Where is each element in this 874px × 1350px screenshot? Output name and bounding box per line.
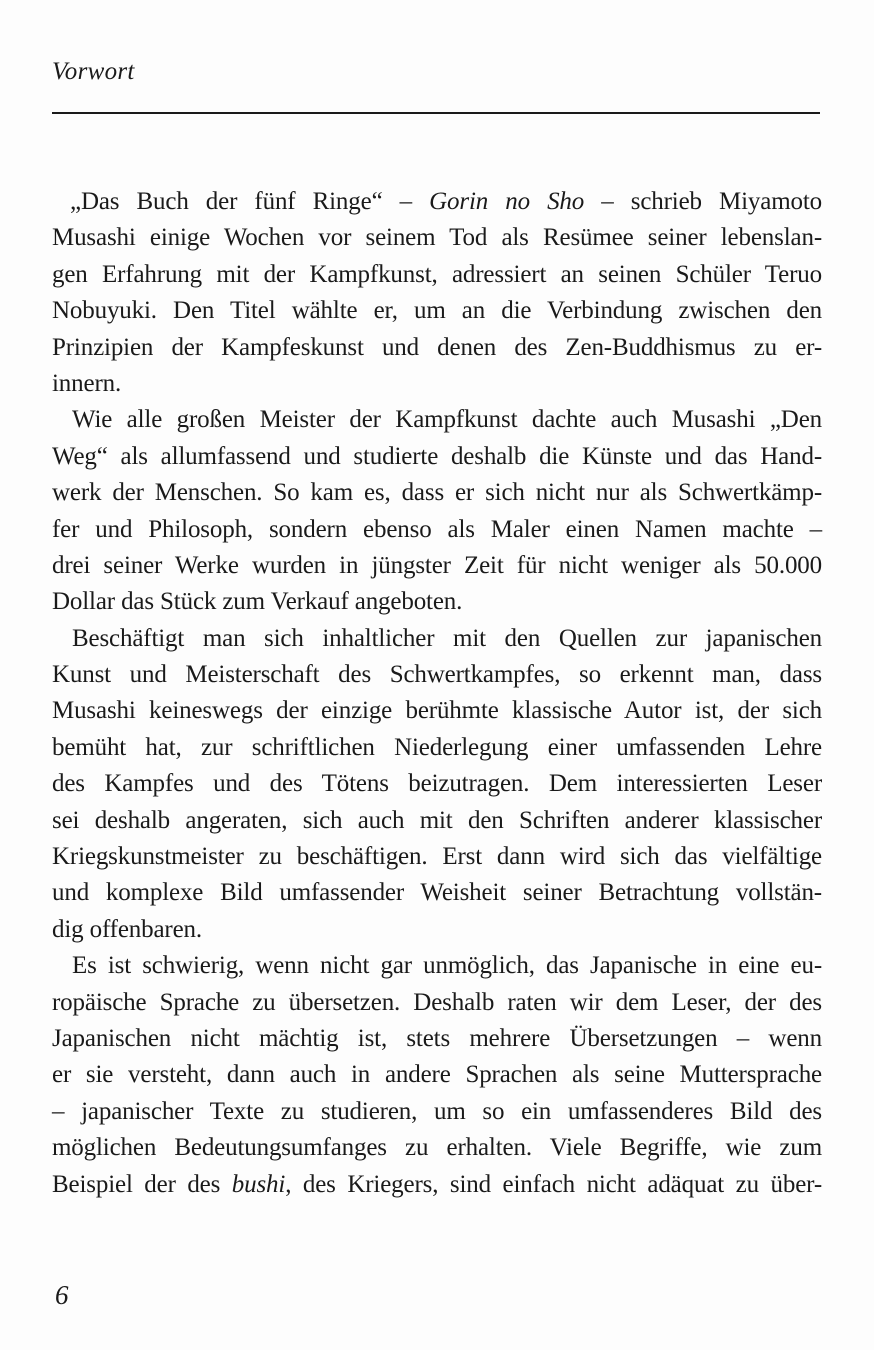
text-span: Beispiel der des — [52, 1170, 232, 1198]
text-line — [52, 730, 822, 766]
text-line — [52, 839, 822, 875]
text-span: „Das Buch der fünf Ringe“ – — [70, 188, 430, 215]
text-line — [52, 1167, 822, 1203]
text-line — [52, 1021, 822, 1057]
text-line — [52, 1057, 822, 1093]
text-line — [52, 766, 822, 802]
text-line — [52, 330, 822, 366]
italic-term: Gorin no Sho — [429, 188, 585, 215]
text-span: Kunst und Meisterschaft des Schwertkampfes, so erkennt man, dass — [52, 661, 822, 689]
running-title: Vorwort — [52, 58, 135, 85]
text-line — [52, 803, 822, 839]
page-number: 6 — [55, 1280, 69, 1310]
text-span: Kriegskunstmeister zu beschäftigen. Erst dann wird sich das vielfältige — [52, 843, 822, 871]
text-span: sei deshalb angeraten, sich auch mit den Schriften anderer klassischer — [52, 806, 822, 834]
text-line — [52, 439, 822, 475]
text-span: fer und Philosoph, sondern ebenso als Maler einen Namen machte – — [52, 515, 822, 543]
text-line — [52, 512, 822, 548]
text-span: er sie versteht, dann auch in andere Sprachen als seine Muttersprache — [52, 1061, 822, 1089]
text-line — [52, 985, 822, 1021]
text-line — [52, 366, 822, 402]
text-line — [52, 693, 822, 729]
text-line — [52, 220, 822, 256]
italic-term: bushi — [231, 1170, 286, 1198]
header-rule — [52, 112, 820, 114]
text-line — [52, 948, 822, 984]
text-span: Weg“ als allumfassend und studierte deshalb die Künste und das Hand- — [52, 442, 822, 470]
text-span: gen Erfahrung mit der Kampfkunst, adressiert an seinen Schüler Teruo — [52, 260, 822, 288]
text-span: des Kampfes und des Tötens beizutragen. Dem interessierten Leser — [52, 770, 822, 798]
text-span: Japanischen nicht mächtig ist, stets mehrere Übersetzungen – wenn — [52, 1024, 822, 1052]
text-span: Nobuyuki. Den Titel wählte er, um an die Verbindung zwischen den — [52, 297, 822, 325]
text-span: bemüht hat, zur schriftlichen Niederlegung einer umfassenden Lehre — [52, 733, 822, 761]
text-line — [52, 912, 822, 948]
text-span: Wie alle großen Meister der Kampfkunst dachte auch Musashi „Den — [72, 406, 822, 434]
text-line — [52, 293, 822, 329]
text-span: Musashi einige Wochen vor seinem Tod als Resümee seiner lebenslan- — [52, 224, 822, 252]
text-line — [52, 548, 822, 584]
text-line — [52, 1094, 822, 1130]
text-line — [52, 475, 822, 511]
text-span: – japanischer Texte zu studieren, um so ein umfassenderes Bild des — [52, 1097, 822, 1125]
text-span: Beschäftigt man sich inhaltlicher mit den Quellen zur japanischen — [72, 624, 822, 652]
text-span: ropäische Sprache zu übersetzen. Deshalb raten wir dem Leser, der des — [52, 988, 822, 1016]
text-line — [52, 1130, 822, 1166]
text-line — [52, 184, 822, 220]
text-span: und komplexe Bild umfassender Weisheit seiner Betrachtung vollstän- — [52, 879, 822, 907]
text-line — [52, 657, 822, 693]
text-span: Dollar das Stück zum Verkauf angeboten. — [52, 588, 463, 616]
body-text — [52, 184, 822, 1203]
text-span: möglichen Bedeutungsumfanges zu erhalten. Viele Begriffe, wie zum — [52, 1134, 822, 1162]
text-span: werk der Menschen. So kam es, dass er sich nicht nur als Schwertkämp- — [52, 479, 822, 507]
text-span: Musashi keineswegs der einzige berühmte klassische Autor ist, der sich — [52, 697, 822, 725]
text-span: , des Kriegers, sind einfach nicht adäquat zu über- — [285, 1170, 822, 1198]
text-span: dig offenbaren. — [52, 915, 203, 943]
text-span: Prinzipien der Kampfeskunst und denen des Zen-Buddhismus zu er- — [52, 333, 822, 361]
text-span: Es ist schwierig, wenn nicht gar unmöglich, das Japanische in eine eu- — [72, 952, 822, 980]
text-line — [52, 621, 822, 657]
text-line — [52, 257, 822, 293]
text-line — [52, 875, 822, 911]
text-line — [52, 584, 822, 620]
text-line — [52, 402, 822, 438]
text-span: innern. — [52, 369, 122, 397]
text-span: drei seiner Werke wurden in jüngster Zeit für nicht weniger als 50.000 — [52, 551, 822, 579]
text-span: – schrieb Miyamoto — [584, 188, 822, 215]
